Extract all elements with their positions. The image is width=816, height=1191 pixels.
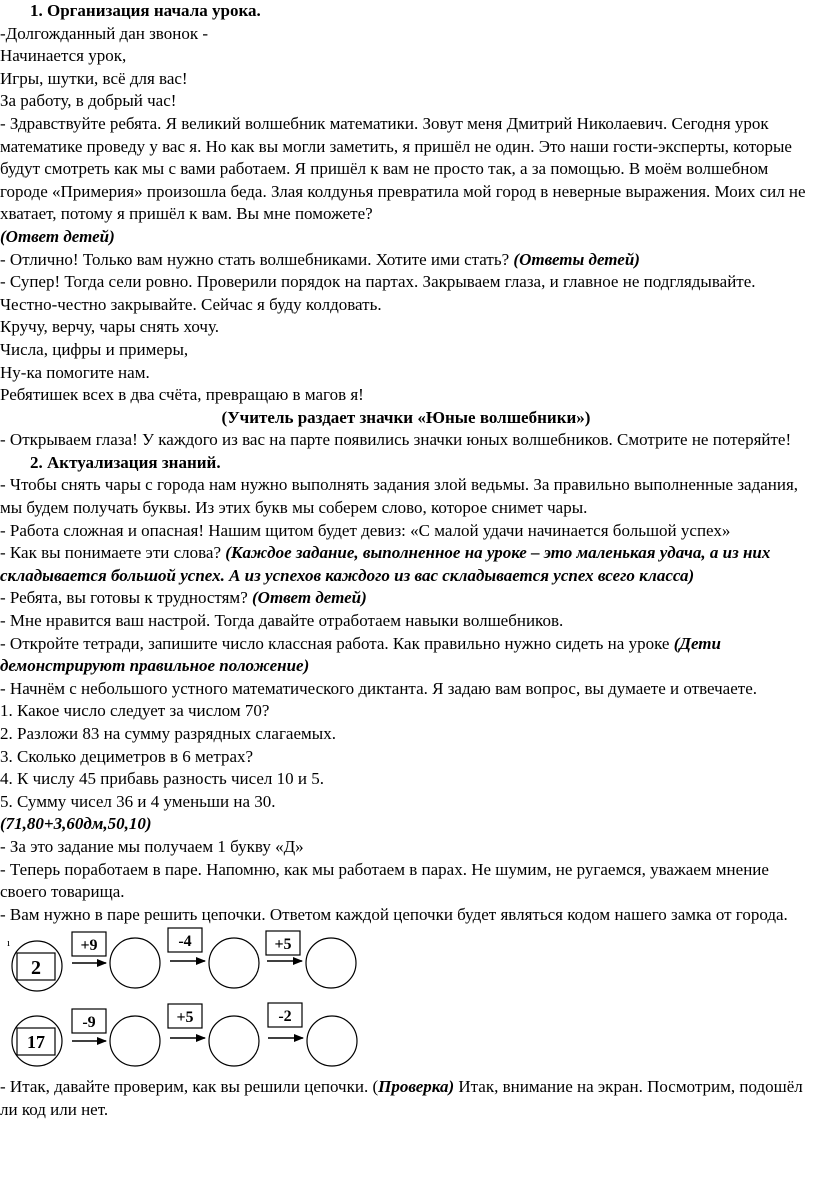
chains-diagram [0, 926, 816, 1076]
poem-line-4: За работу, в добрый час! [0, 91, 177, 111]
chain2-op2: +5 [176, 1009, 194, 1027]
motto-paragraph: - Работа сложная и опасная! Нашим щитом будет девиз: «С малой удачи начинается большой успех» [0, 520, 731, 540]
chain1-start-number: 2 [31, 957, 41, 980]
chain2-circle3 [307, 1016, 357, 1066]
become-wizards-paragraph [0, 249, 816, 272]
check-paragraph [0, 1076, 816, 1121]
intro-paragraph: - Здравствуйте ребята. Я великий волшебник математики. Зовут меня Дмитрий Николаевич. Сегодня урок математике проведу у вас я. Но как вы могли заметить, я пришёл не один. Это наши гости-эксперты, которые будут смотреть как мы с вами работаем. Я пришёл к вам не просто так, а за помощью. В моём волшебном городе «Примерия» произошла беда. Злая колдунья превратила мой город в неверные выражения. Моих сил не хватает, потому я пришёл к вам. Вы мне поможете? [0, 113, 806, 224]
chain2-start-number: 17 [27, 1032, 45, 1053]
section-2-title: 2. Актуализация знаний. [30, 452, 221, 472]
poem-line-3: Игры, шутки, всё для вас! [0, 68, 188, 88]
become-wizards-text: - Отлично! Только вам нужно стать волшебниками. Хотите ими стать? [0, 249, 514, 269]
posture-note: (Дети демонстрируют правильное положение) [0, 633, 721, 676]
chain1-circle2 [209, 938, 259, 988]
section-1-title: 1. Организация начала урока. [30, 1, 261, 20]
notebooks-text: - Откройте тетради, запишите число классная работа. Как правильно нужно сидеть на уроке [0, 633, 674, 653]
spell-line-3: Ну-ка помогите нам. [0, 362, 150, 382]
spell-line-1: Кручу, верчу, чары снять хочу. [0, 317, 220, 337]
ready-paragraph [0, 587, 816, 610]
question-1: 1. Какое число следует за числом 70? [0, 701, 270, 721]
children-answer-1: (Ответ детей) [0, 226, 115, 246]
dictation-answers: (71,80+3,60дм,50,10) [0, 814, 152, 834]
chains-task-paragraph: - Вам нужно в паре решить цепочки. Ответом каждой цепочки будет являться кодом нашего замка от города. [0, 904, 788, 924]
chain2-circle1 [110, 1016, 160, 1066]
chain2-circle2 [209, 1016, 259, 1066]
chain1-op2: -4 [178, 933, 192, 951]
dictation-paragraph: - Начнём с небольшого устного математического диктанта. Я задаю вам вопрос, вы думаете и отвечаете. [0, 678, 757, 698]
check-note: Проверка) [378, 1077, 455, 1097]
children-answer-2: (Ответ детей) [252, 588, 367, 608]
letter-d-paragraph: - За это задание мы получаем 1 букву «Д» [0, 836, 304, 856]
chain1-circle1 [110, 938, 160, 988]
badge-note: (Учитель раздает значки «Юные волшебники») [221, 407, 591, 427]
tasks-paragraph: - Чтобы снять чары с города нам нужно выполнять задания злой ведьмы. За правильно выполненные задания, мы будем получать буквы. Из этих букв мы соберем слово, которое снимет чары. [0, 475, 799, 518]
spell-line-2: Числа, цифры и примеры, [0, 339, 189, 359]
question-4: 4. К числу 45 прибавь разность чисел 10 и 5. [0, 769, 324, 789]
notebooks-paragraph [0, 633, 816, 678]
close-eyes-paragraph: - Супер! Тогда сели ровно. Проверили порядок на партах. Закрываем глаза, и главное не подглядывайте. Честно-честно закрывайте. Сейчас я буду колдовать. [0, 272, 756, 314]
question-3: 3. Сколько дециметров в 6 метрах? [0, 746, 254, 766]
check-text-2: Итак, внимание на экран. Посмотрим, подошёл ли код или нет. [0, 1077, 803, 1119]
poem-line-2: Начинается урок, [0, 46, 127, 66]
poem-line-1: -Долгожданный дан звонок - [0, 23, 208, 43]
children-answers-note: (Ответы детей) [513, 249, 640, 269]
chain1-op3: +5 [274, 936, 292, 954]
chain2-op3: -2 [278, 1008, 292, 1026]
motto-explanation: (Каждое задание, выполненное на уроке – это маленькая удача, а из них складывается большой успех. А из успехов каждого из вас складывается успех всего класса) [0, 543, 771, 585]
number-chains [0, 926, 816, 1076]
chain2-op1: -9 [82, 1014, 96, 1032]
question-2: 2. Разложи 83 на сумму разрядных слагаемых. [0, 724, 336, 743]
question-5: 5. Сумму чисел 36 и 4 уменьши на 30. [0, 791, 276, 811]
motto-question-paragraph [0, 542, 816, 587]
ready-text: - Ребята, вы готовы к трудностям? [0, 588, 252, 608]
pair-work-paragraph: - Теперь поработаем в паре. Напомню, как мы работаем в парах. Не шумим, не ругаемся, уважаем мнение своего товарища. [0, 859, 769, 902]
chain1-op1: +9 [80, 937, 98, 955]
motto-question-text: - Как вы понимаете эти слова? [0, 543, 226, 563]
check-text-1: - Итак, давайте проверим, как вы решили цепочки. ( [0, 1077, 379, 1097]
open-eyes-paragraph: - Открываем глаза! У каждого из вас на парте появились значки юных волшебников. Смотрите не потеряйте! [0, 430, 792, 450]
chain1-circle3 [306, 938, 356, 988]
chain-marker: ı [7, 937, 11, 950]
spell-line-4: Ребятишек всех в два счёта, превращаю в магов я! [0, 385, 364, 405]
mood-paragraph: - Мне нравится ваш настрой. Тогда давайте отработаем навыки волшебников. [0, 611, 564, 631]
